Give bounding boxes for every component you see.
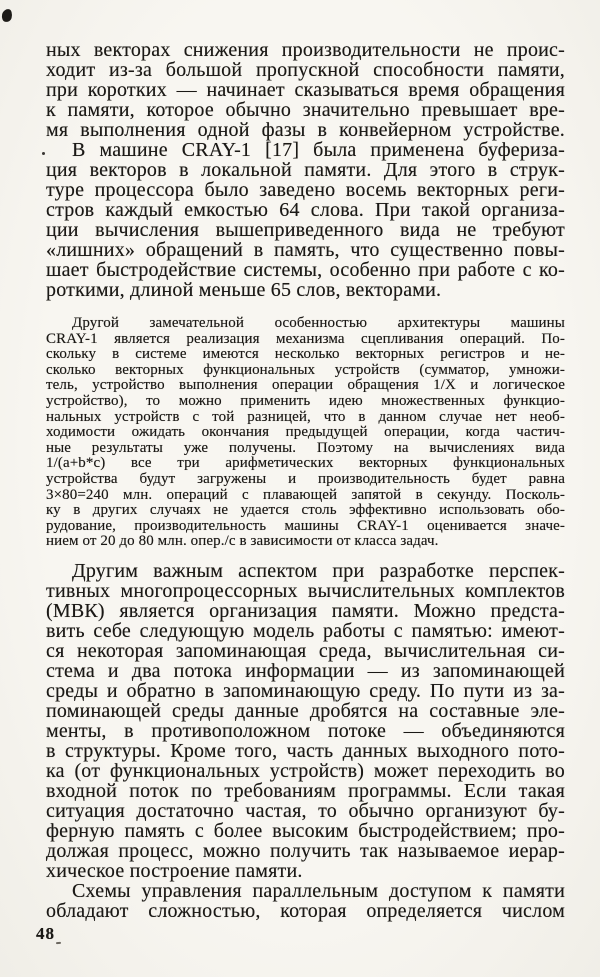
text-line: тель, устройство выполнения операции обращения 1/X и логическое (46, 377, 565, 394)
text-line: 3×80=240 млн. операций с плавающей запятой в секунду. Посколь- (46, 486, 565, 503)
text-line: устройства будут загружены и производительность будет равна (46, 470, 565, 487)
text-line: рудование, производительность машины CRAY-1 оценивается значе- (46, 517, 565, 534)
text-line: ся некоторая запоминающая среда, вычислительная си- (46, 639, 565, 662)
text-line: поминающей среды данные дробятся на составные эле- (46, 699, 565, 722)
text-line: (МВК) является организация памяти. Можно предста- (46, 599, 565, 622)
text-line: к памяти, которое обычно значительно превышает вре- (46, 99, 565, 121)
text-line: ка (от функциональных устройств) может переходить во (46, 759, 565, 782)
text-line: устройство), то можно применить идею множественных функцио- (46, 392, 565, 409)
text-line: ция векторов в локальной памяти. Для этого в струк- (46, 159, 565, 181)
text-line: ферную память с более высоким быстродействием; про- (46, 819, 565, 842)
text-line: шает быстродействие системы, особенно при работе с ко- (46, 259, 565, 281)
text-line: ции вычисления вышеприведенного вида не требуют (46, 219, 565, 241)
paragraph (46, 140, 565, 300)
text-line: роткими, длиной меньше 65 слов, векторами. (46, 279, 442, 301)
text-line: в структуры. Кроме того, часть данных выходного пото- (46, 739, 565, 762)
text-line: ходит из-за большой пропускной способности памяти, (46, 59, 565, 81)
text-line: тивных многопроцессорных вычислительных комплектов (46, 579, 565, 602)
text-line: ходимости ожидать окончания предыдущей операции, когда частич- (46, 424, 565, 441)
text-line: ных векторах снижения производительности не проис- (46, 39, 565, 61)
text-line: менты, в противоположном потоке — объединяются (46, 719, 565, 742)
text-line: стров каждый емкостью 64 слова. При такой организа- (46, 199, 565, 221)
margin-dot-artifact (42, 152, 45, 155)
text-line: мя выполнения одной фазы в конвейерном устройстве. (46, 119, 565, 141)
text-line: вить себе следующую модель работы с памятью: имеют- (46, 619, 565, 642)
text-line: Другим важным аспектом при разработке перспек- (72, 559, 565, 582)
page-number: 48 (36, 924, 55, 943)
paragraph (46, 561, 565, 881)
text-line: входной поток по требованиям программы. Если такая (46, 779, 565, 802)
text-line: обладают сложностью, которая определяется числом (46, 899, 565, 922)
text-line: нальных устройств с той разницей, что в данном случае нет необ- (46, 408, 565, 425)
text-line: хическое построение памяти. (46, 859, 303, 882)
text-line: ные результаты уже получены. Поэтому на вычислениях вида (46, 439, 565, 456)
text-line: Другой замечательной особенностью архитектуры машины (72, 315, 565, 331)
paragraph (46, 881, 565, 921)
text-line: В машине CRAY-1 [17] была применена буфериза- (72, 139, 565, 161)
text-line: ситуация достаточно частая, то обычно организуют бу- (46, 799, 565, 822)
text-line: нием от 20 до 80 млн. опер./с в зависимости от класса задач. (46, 533, 439, 550)
text-block (46, 40, 565, 921)
text-line: «лишних» обращений в память, что существенно повы- (46, 239, 565, 261)
paragraph (46, 40, 565, 140)
text-line: при коротких — начинает сказываться время обращения (46, 79, 565, 101)
text-line: должая процесс, можно получить так называемое иерар- (46, 839, 565, 862)
text-line: CRAY-1 является реализация механизма сцепливания операций. По- (46, 330, 565, 347)
paragraph (46, 316, 565, 550)
text-line: туре процессора было заведено восемь векторных реги- (46, 179, 565, 201)
ink-blob-artifact (1, 8, 13, 23)
text-line: стема и два потока информации — из запоминающей (46, 659, 565, 682)
text-line: среды и обратно в запоминающую среду. По пути из за- (46, 679, 565, 702)
text-line: ку в других случаях не удается столь эффективно использовать обо- (46, 502, 565, 519)
text-line: 1/(a+b*c) все три арифметических векторных функциональных (46, 455, 565, 472)
footer-speck-artifact (56, 942, 61, 944)
text-line: скольку в системе имеются несколько векторных регистров и не- (46, 346, 565, 363)
text-line: Схемы управления параллельным доступом к памяти (72, 879, 565, 902)
text-line: сколько векторных функциональных устройств (сумматор, умножи- (46, 361, 565, 378)
